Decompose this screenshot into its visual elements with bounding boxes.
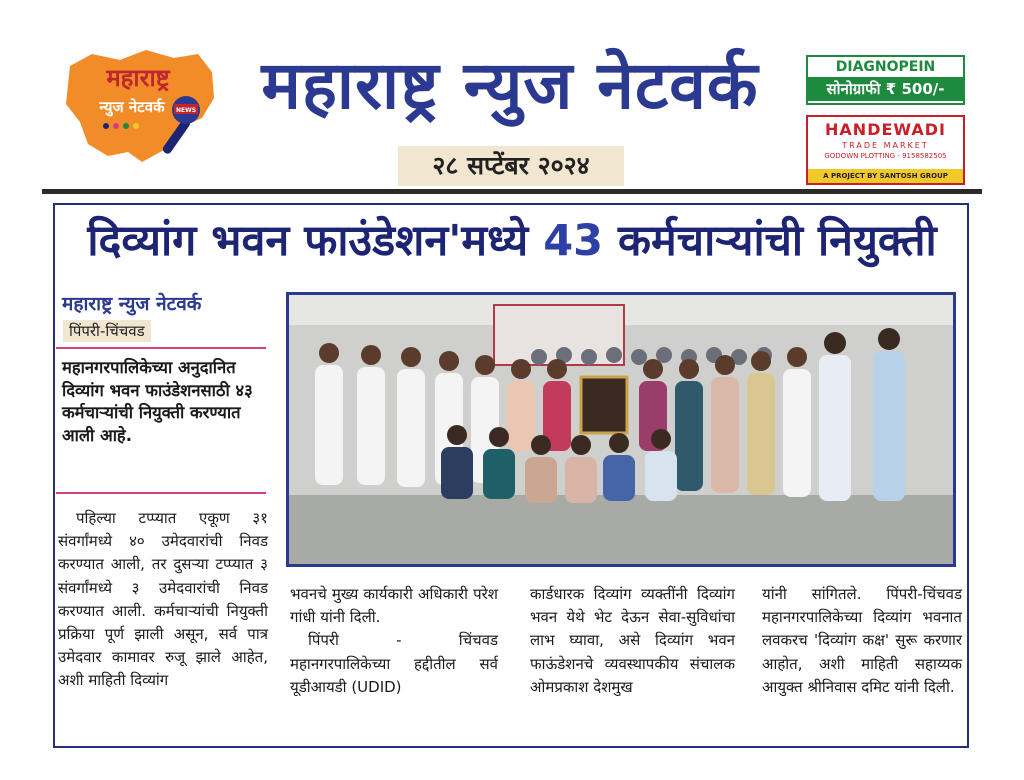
ad-brand: HANDEWADI bbox=[825, 120, 946, 139]
issue-date: २८ सप्टेंबर २०२४ bbox=[398, 146, 624, 186]
headline-number: 43 bbox=[543, 216, 604, 266]
site-logo bbox=[62, 46, 222, 168]
article-photo bbox=[286, 292, 956, 567]
article-column-4 bbox=[762, 583, 962, 699]
headline-part2: कर्मचाऱ्यांची नियुक्ती bbox=[618, 216, 937, 266]
ad-brand: DIAGNOPEIN bbox=[835, 59, 936, 75]
handewadi-ad[interactable] bbox=[806, 115, 965, 185]
paragraph: पिंपरी - चिंचवड महानगरपालिकेच्या हद्दीतील सर्व यूडीआयडी (UDID) bbox=[290, 631, 498, 696]
paragraph: यांनी सांगितले. पिंपरी-चिंचवड महानगरपालिकेच्या दिव्यांग भवनात लवकरच 'दिव्यांग कक्ष' सुरू करणार आहोत, अशी माहिती सहाय्यक आयुक्त श्रीनिवास दमिट यांनी दिली. bbox=[762, 585, 962, 696]
ad-offer: सोनोग्राफी ₹ 500/- bbox=[808, 77, 963, 101]
divider-top bbox=[56, 347, 266, 349]
logo-state-name: महाराष्ट्र bbox=[106, 64, 170, 92]
header-divider bbox=[42, 189, 982, 194]
article-column-3 bbox=[530, 583, 735, 699]
article-headline bbox=[62, 210, 962, 272]
article-column-2 bbox=[290, 583, 498, 699]
paragraph: पहिल्या टप्प्यात एकूण ३१ संवर्गांमध्ये ४० उमेदवारांची निवड करण्यात आली, तर दुसऱ्या टप्प्यात ३ संवर्गांमध्ये ३ उमेदवारांची निवड करण्यात आली. कर्मचाऱ्यांची नियुक्ती प्रक्रिया पूर्ण झाली असून, सर्व पात्र उमेदवार कामावर रुजू झाले आहेत, अशी माहिती दिव्यांग bbox=[58, 509, 268, 690]
article-location: पिंपरी-चिंचवड bbox=[63, 320, 151, 342]
mic-label: NEWS bbox=[175, 107, 197, 114]
group-photo-illustration bbox=[289, 295, 953, 564]
diagnopein-ad[interactable] bbox=[806, 55, 965, 105]
maharashtra-map-logo bbox=[62, 46, 222, 168]
logo-network: न्युज नेटवर्क bbox=[99, 98, 165, 116]
ad-phone: GODOWN PLOTTING - 9158582505 bbox=[824, 152, 947, 160]
divider-bottom bbox=[56, 492, 266, 494]
ad-subtitle: TRADE MARKET bbox=[842, 141, 929, 150]
article-column-1 bbox=[58, 507, 268, 693]
article-intro: महानगरपालिकेच्या अनुदानित दिव्यांग भवन फाउंडेशनसाठी ४३ कर्मचाऱ्यांची नियुक्ती करण्यात आली आहे. bbox=[62, 358, 253, 445]
paragraph: कार्डधारक दिव्यांग व्यक्तींनी दिव्यांग भवन येथे भेट देऊन सेवा-सुविधांचा लाभ घ्यावा, असे दिव्यांग भवन फाऊंडेशनचे व्यवस्थापकीय संचालक ओमप्रकाश देशमुख bbox=[530, 585, 735, 696]
paragraph: भवनचे मुख्य कार्यकारी अधिकारी परेश गांधी यांनी दिली. bbox=[290, 585, 498, 627]
masthead-title: महाराष्ट्र न्युज नेटवर्क bbox=[261, 47, 759, 124]
ad-project: A PROJECT BY SANTOSH GROUP bbox=[808, 169, 963, 183]
headline-part1: दिव्यांग भवन फाउंडेशन'मध्ये bbox=[87, 216, 529, 266]
article-byline: महाराष्ट्र न्युज नेटवर्क bbox=[62, 293, 202, 315]
